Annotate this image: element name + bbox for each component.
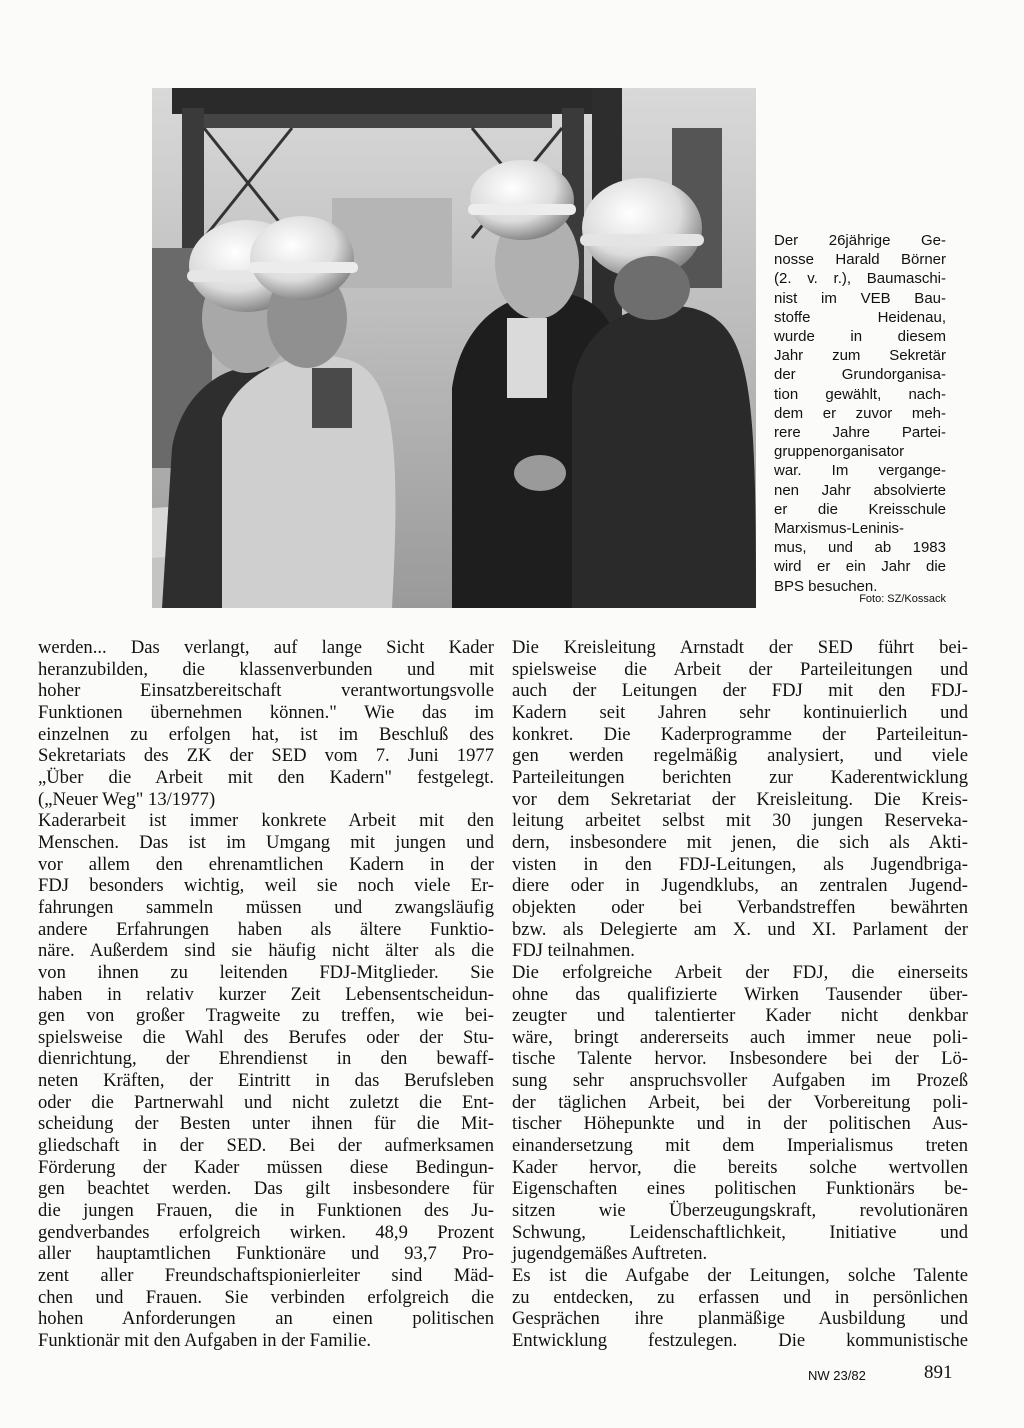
text-line: Kadern seit Jahren sehr kontinuierlich und bbox=[512, 701, 968, 723]
text-line: sung sehr anspruchsvoller Aufgaben im Prozeß bbox=[512, 1070, 968, 1092]
text-line: zent aller Freundschaftspionierleiter sind Mäd- bbox=[38, 1265, 494, 1287]
left-text-column bbox=[38, 637, 494, 1352]
text-line: gendverbandes erfolgreich wirken. 48,9 Prozent bbox=[38, 1221, 494, 1243]
text-line: Parteileitungen berichten zur Kaderentwicklung bbox=[512, 766, 968, 788]
text-line: spielsweise die Arbeit der Parteileitungen und bbox=[512, 658, 968, 680]
text-line: FDJ teilnahmen. bbox=[512, 940, 635, 962]
text-line: einzelnen zu erfolgen hat, ist im Beschluß des bbox=[38, 723, 494, 745]
text-line: bzw. als Delegierte am X. und XI. Parlament der bbox=[512, 918, 968, 940]
text-line: diere oder in Jugendklubs, an zentralen Jugend- bbox=[512, 875, 968, 897]
caption-line: der Grundorganisa- bbox=[774, 366, 946, 384]
text-line: Förderung der Kader müssen diese Bedingun- bbox=[38, 1156, 494, 1178]
text-line: Menschen. Das ist im Umgang mit jungen und bbox=[38, 831, 494, 853]
text-line: gen beachtet werden. Das gilt insbesondere für bbox=[38, 1178, 494, 1200]
caption-line: wurde in diesem bbox=[774, 328, 946, 346]
text-line: („Neuer Weg" 13/1977) bbox=[38, 788, 216, 810]
caption-line: stoffe Heidenau, bbox=[774, 308, 946, 326]
caption-line: mus, und ab 1983 bbox=[774, 539, 946, 557]
text-line: vor allem den ehrenamtlichen Kadern in der bbox=[38, 853, 494, 875]
text-line: gen werden regelmäßig analysiert, und viele bbox=[512, 745, 968, 767]
caption-line: tion gewählt, nach- bbox=[774, 385, 946, 403]
text-line: hohen Anforderungen an einen politischen bbox=[38, 1308, 494, 1330]
text-line: fahrungen sammeln müssen und zwangsläufig bbox=[38, 896, 494, 918]
text-line: spielsweise die Wahl des Berufes oder der Stu- bbox=[38, 1026, 494, 1048]
text-line: Eigenschaften eines politischen Funktionärs be- bbox=[512, 1178, 968, 1200]
text-line: wäre, bringt andererseits auch immer neue poli- bbox=[512, 1026, 968, 1048]
text-line: Es ist die Aufgabe der Leitungen, solche Talente bbox=[512, 1265, 968, 1287]
caption-line: nist im VEB Bau- bbox=[774, 289, 946, 307]
caption-line: wird er ein Jahr die bbox=[774, 558, 946, 576]
text-line: tischer Höhepunkte und in der politischen Aus- bbox=[512, 1113, 968, 1135]
text-line: Sekretariats des ZK der SED vom 7. Juni 1977 bbox=[38, 745, 494, 767]
text-line: heranzubilden, die klassenverbunden und mit bbox=[38, 658, 494, 680]
text-line: von ihnen zu leitenden FDJ-Mitglieder. Sie bbox=[38, 961, 494, 983]
photo-caption bbox=[774, 231, 946, 596]
text-line: neten Kräften, der Eintritt in das Berufsleben bbox=[38, 1070, 494, 1092]
text-line: jugendgemäßes Auftreten. bbox=[512, 1243, 708, 1265]
right-text-column bbox=[512, 637, 968, 1352]
text-line: Die erfolgreiche Arbeit der FDJ, die einerseits bbox=[512, 961, 968, 983]
caption-line: er die Kreisschule bbox=[774, 500, 946, 518]
caption-line: war. Im vergange- bbox=[774, 462, 946, 480]
caption-line: BPS besuchen. bbox=[774, 577, 878, 595]
text-line: FDJ besonders wichtig, weil sie noch viele Er- bbox=[38, 875, 494, 897]
text-line: Funktionär mit den Aufgaben in der Familie. bbox=[38, 1330, 372, 1351]
text-line: Schwung, Leidenschaftlichkeit, Initiative und bbox=[512, 1221, 968, 1243]
text-line: objekten oder bei Verbandstreffen bewährten bbox=[512, 896, 968, 918]
photo-credit: Foto: SZ/Kossack bbox=[859, 593, 946, 605]
text-line: Die Kreisleitung Arnstadt der SED führt bei- bbox=[512, 637, 968, 658]
text-line: konkret. Die Kaderprogramme der Parteileitun- bbox=[512, 723, 968, 745]
caption-line: gruppenorganisator bbox=[774, 443, 905, 461]
news-photo bbox=[152, 88, 756, 608]
caption-line: dem er zuvor meh- bbox=[774, 404, 946, 422]
text-line: der täglichen Arbeit, bei der Vorbereitung poli- bbox=[512, 1091, 968, 1113]
text-line: zu entdecken, zu erfassen und in persönlichen bbox=[512, 1286, 968, 1308]
text-line: Entwicklung festzulegen. Die kommunistische bbox=[512, 1330, 968, 1351]
caption-line: rere Jahre Partei- bbox=[774, 424, 946, 442]
text-line: vor dem Sekretariat der Kreisleitung. Die Kreis- bbox=[512, 788, 968, 810]
page-number: 891 bbox=[924, 1362, 953, 1383]
caption-line: Marxismus-Leninis- bbox=[774, 520, 905, 538]
text-line: zeugter und talentierter Kader nicht denkbar bbox=[512, 1005, 968, 1027]
text-line: Kaderarbeit ist immer konkrete Arbeit mit den bbox=[38, 810, 494, 832]
text-line: visten in den FDJ-Leitungen, als Jugendbriga- bbox=[512, 853, 968, 875]
text-line: näre. Außerdem sind sie häufig nicht älter als die bbox=[38, 940, 494, 962]
text-line: chen und Frauen. Sie verbinden erfolgreich die bbox=[38, 1286, 494, 1308]
text-line: Funktionen übernehmen können." Wie das im bbox=[38, 701, 494, 723]
caption-line: Jahr zum Sekretär bbox=[774, 347, 946, 365]
text-line: hoher Einsatzbereitschaft verantwortungsvolle bbox=[38, 680, 494, 702]
issue-reference: NW 23/82 bbox=[808, 1368, 866, 1383]
photo-construction-workers-hardhats-icon bbox=[152, 88, 756, 608]
text-line: dern, insbesondere mit jenen, die sich als Akti- bbox=[512, 831, 968, 853]
text-line: leitung arbeitet selbst mit 30 jungen Reserveka- bbox=[512, 810, 968, 832]
text-line: Gesprächen ihre planmäßige Ausbildung und bbox=[512, 1308, 968, 1330]
caption-line: (2. v. r.), Baumaschi- bbox=[774, 270, 946, 288]
text-line: oder die Partnerwahl und nicht zuletzt die Ent- bbox=[38, 1091, 494, 1113]
text-line: einandersetzung mit dem Imperialismus treten bbox=[512, 1135, 968, 1157]
text-line: die jungen Frauen, die in Funktionen des Ju- bbox=[38, 1200, 494, 1222]
text-line: tische Talente hervor. Insbesondere bei der Lö- bbox=[512, 1048, 968, 1070]
caption-line: nen Jahr absolvierte bbox=[774, 481, 946, 499]
text-line: ohne das qualifizierte Wirken Tausender über- bbox=[512, 983, 968, 1005]
text-line: haben in relativ kurzer Zeit Lebensentscheidun- bbox=[38, 983, 494, 1005]
text-line: andere Erfahrungen haben als ältere Funktio- bbox=[38, 918, 494, 940]
text-line: „Über die Arbeit mit den Kadern" festgelegt. bbox=[38, 766, 494, 788]
text-line: gliedschaft in der SED. Bei der aufmerksamen bbox=[38, 1135, 494, 1157]
text-line: aller hauptamtlichen Funktionäre und 93,7 Pro- bbox=[38, 1243, 494, 1265]
text-line: gen von großer Tragweite zu treffen, wie bei- bbox=[38, 1005, 494, 1027]
text-line: auch der Leitungen der FDJ mit den FDJ- bbox=[512, 680, 968, 702]
text-line: Kader hervor, die bereits solche wertvollen bbox=[512, 1156, 968, 1178]
text-line: dienrichtung, der Ehrendienst in den bewaff- bbox=[38, 1048, 494, 1070]
caption-line: Der 26jährige Ge- bbox=[774, 232, 946, 249]
text-line: sitzen wie Überzeugungskraft, revolutionären bbox=[512, 1200, 968, 1222]
text-line: scheidung der Besten unter ihnen für die Mit- bbox=[38, 1113, 494, 1135]
caption-line: nosse Harald Börner bbox=[774, 251, 946, 269]
text-line: werden... Das verlangt, auf lange Sicht Kader bbox=[38, 637, 494, 658]
